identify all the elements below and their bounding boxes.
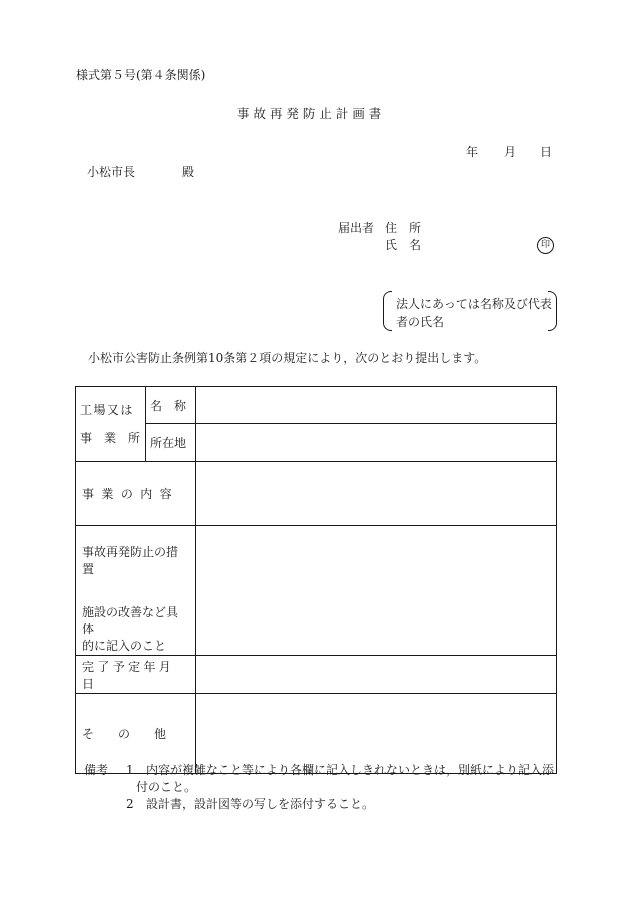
location-field-label: 所在地 bbox=[150, 436, 187, 450]
right-bracket bbox=[548, 291, 557, 331]
measures-input-cell[interactable] bbox=[196, 526, 557, 656]
name-field-label: 名 称 bbox=[150, 398, 187, 413]
business-label-cell bbox=[76, 462, 196, 526]
corporate-note-text bbox=[396, 295, 552, 331]
corporate-note-line-2: 者の氏名 bbox=[396, 315, 445, 329]
notes-heading: 備考 bbox=[84, 763, 109, 777]
business-field-label: 事 業 の 内 容 bbox=[82, 487, 174, 501]
location-label-cell bbox=[146, 424, 196, 462]
note-2-line-1: 設計書，設計図等の写しを添付すること。 bbox=[146, 797, 375, 811]
date-year: 年 bbox=[466, 145, 479, 159]
seal-mark: 印 bbox=[537, 237, 554, 254]
business-input-cell[interactable] bbox=[196, 462, 557, 526]
addressee-honorific: 殿 bbox=[182, 165, 195, 179]
corporate-note-line-1: 法人にあっては名称及び代表 bbox=[396, 297, 552, 311]
name-input-cell[interactable] bbox=[196, 387, 557, 424]
name-label-cell bbox=[146, 387, 196, 424]
left-bracket bbox=[383, 291, 392, 331]
name-label: 氏 名 bbox=[385, 238, 422, 252]
statement: 小松市公害防止条例第10条第２項の規定により，次のとおり提出します。 bbox=[88, 351, 487, 365]
notes-section bbox=[84, 762, 555, 813]
factory-label-line-2: 事 業 所 bbox=[80, 431, 141, 445]
completion-input-cell[interactable] bbox=[196, 656, 557, 694]
date-month: 月 bbox=[504, 145, 517, 159]
completion-field-label: 完了予定年月日 bbox=[82, 659, 175, 691]
measures-note-line-1: 施設の改善など具体 bbox=[82, 605, 179, 636]
completion-label-cell bbox=[76, 656, 196, 694]
applicant-label: 届出者 bbox=[338, 221, 375, 235]
measures-field-label: 事故再発防止の措置 bbox=[82, 545, 179, 576]
factory-label-cell bbox=[76, 387, 146, 462]
report-form-table bbox=[75, 386, 557, 774]
measures-label-cell bbox=[76, 526, 196, 656]
measures-note-line-2: 的に記入のこと bbox=[82, 639, 167, 653]
note-1-line-2: 付のこと。 bbox=[136, 780, 197, 794]
factory-label-line-1: 工場又は bbox=[80, 403, 134, 417]
addressee-name: 小松市長 bbox=[87, 165, 136, 179]
page-title: 事 故 再 発 防 止 計 画 書 bbox=[237, 106, 382, 121]
note-1-number: 1 bbox=[126, 763, 134, 777]
date-day: 日 bbox=[540, 145, 553, 159]
note-1-line-1: 内容が複雑なこと等により各欄に記入しきれないときは，別紙により記入添 bbox=[146, 763, 555, 777]
corporate-note bbox=[383, 291, 557, 329]
other-field-label: そ の 他 bbox=[82, 727, 167, 741]
form-code: 様式第５号(第４条関係) bbox=[76, 68, 206, 82]
note-2-number: 2 bbox=[126, 797, 134, 811]
address-label: 住 所 bbox=[385, 221, 422, 235]
location-input-cell[interactable] bbox=[196, 424, 557, 462]
